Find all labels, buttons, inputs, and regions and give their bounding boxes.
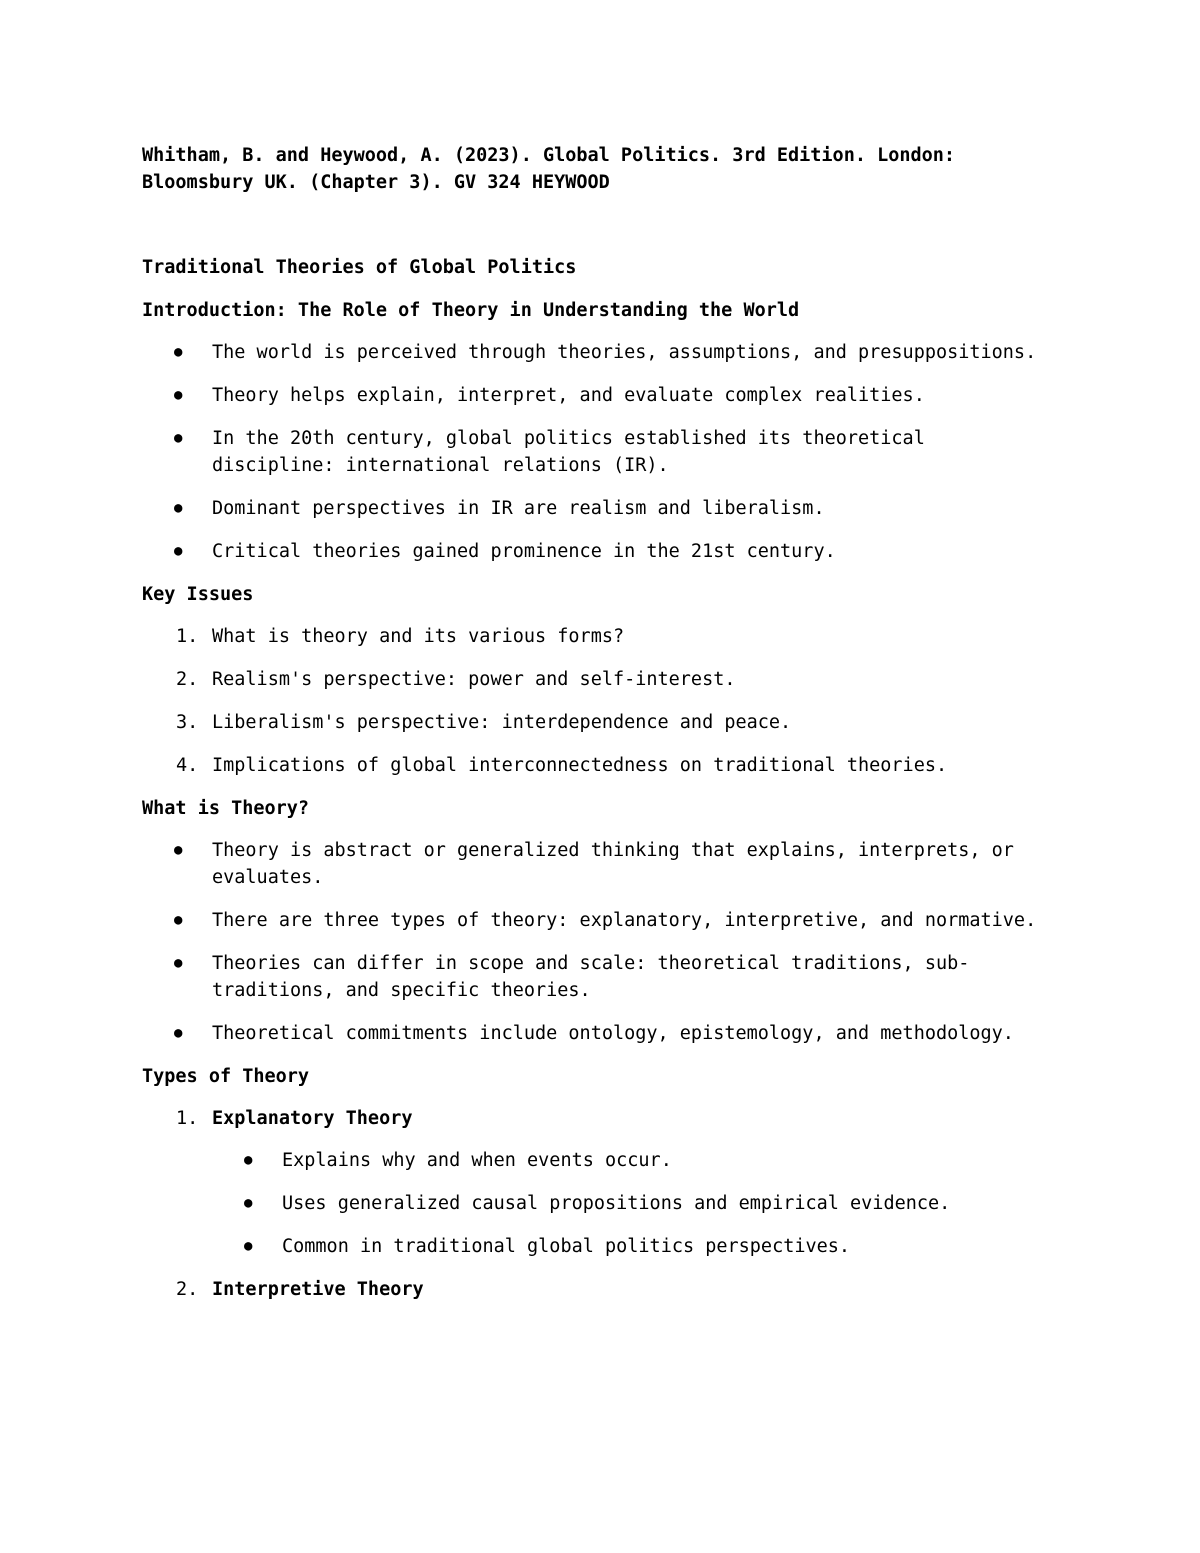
bullet-icon: ●: [244, 1195, 253, 1211]
document-page: [142, 142, 1042, 1303]
list-item: ● Uses generalized causal propositions and empirical evidence.: [212, 1190, 1042, 1217]
bullet-icon: ●: [174, 500, 183, 516]
types-of-theory-heading: Types of Theory: [142, 1066, 310, 1087]
bullet-icon: ●: [174, 430, 183, 446]
key-issues-list: [142, 623, 1042, 779]
list-item: 2. Realism's perspective: power and self-interest.: [142, 666, 1042, 693]
what-is-theory-heading: What is Theory?: [142, 798, 310, 819]
bullet-icon: ●: [244, 1152, 253, 1168]
bullet-icon: ●: [244, 1238, 253, 1254]
list-item: ● Theory is abstract or generalized thinking that explains, interprets, or evaluates.: [142, 837, 1042, 891]
bullet-icon: ●: [174, 543, 183, 559]
bullet-icon: ●: [174, 912, 183, 928]
bullet-icon: ●: [174, 344, 183, 360]
bullet-icon: ●: [174, 1025, 183, 1041]
list-number: 1.: [176, 626, 199, 647]
list-item: ● Theories can differ in scope and scale: theoretical traditions, sub-traditions, and specific theories.: [142, 950, 1042, 1004]
bullet-icon: ●: [174, 955, 183, 971]
document-title: Traditional Theories of Global Politics: [142, 257, 577, 278]
list-number: 4.: [176, 755, 199, 776]
list-item: [142, 1105, 1042, 1260]
list-number: 2.: [176, 669, 199, 690]
explanatory-sub-list: [212, 1147, 1042, 1260]
list-number: 3.: [176, 712, 199, 733]
bullet-icon: ●: [174, 387, 183, 403]
list-number: 2.: [176, 1279, 199, 1300]
bullet-icon: ●: [174, 842, 183, 858]
list-item: ● Theory helps explain, interpret, and evaluate complex realities.: [142, 382, 1042, 409]
list-item: ● Dominant perspectives in IR are realism and liberalism.: [142, 495, 1042, 522]
citation-line-2: Bloomsbury UK. (Chapter 3). GV 324 HEYWOOD: [142, 172, 610, 193]
list-item: 3. Liberalism's perspective: interdependence and peace.: [142, 709, 1042, 736]
citation-line-1: Whitham, B. and Heywood, A. (2023). Global Politics. 3rd Edition. London:: [142, 145, 956, 166]
intro-bullet-list: [142, 339, 1042, 565]
list-item: ● There are three types of theory: explanatory, interpretive, and normative.: [142, 907, 1042, 934]
key-issues-heading: Key Issues: [142, 584, 254, 605]
list-item: 1. What is theory and its various forms?: [142, 623, 1042, 650]
list-item: ● Critical theories gained prominence in the 21st century.: [142, 538, 1042, 565]
list-item: [142, 1276, 1042, 1303]
list-item: 4. Implications of global interconnectedness on traditional theories.: [142, 752, 1042, 779]
list-item: ● In the 20th century, global politics established its theoretical discipline: international relations (IR).: [142, 425, 1042, 479]
list-item: ● Common in traditional global politics perspectives.: [212, 1233, 1042, 1260]
list-number: 1.: [176, 1108, 199, 1129]
types-of-theory-list: [142, 1105, 1042, 1303]
type-label: Explanatory Theory: [212, 1108, 413, 1129]
list-item: ● Theoretical commitments include ontology, epistemology, and methodology.: [142, 1020, 1042, 1047]
citation: [142, 142, 1042, 196]
list-item: ● Explains why and when events occur.: [212, 1147, 1042, 1174]
intro-heading: Introduction: The Role of Theory in Understanding the World: [142, 300, 800, 321]
type-label: Interpretive Theory: [212, 1279, 424, 1300]
list-item: ● The world is perceived through theories, assumptions, and presuppositions.: [142, 339, 1042, 366]
what-is-theory-bullet-list: [142, 837, 1042, 1047]
